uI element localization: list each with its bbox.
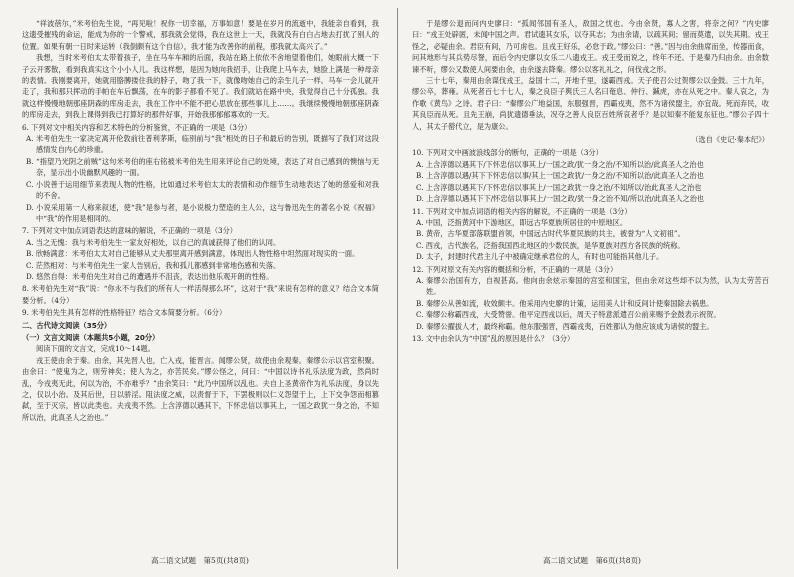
page-divider [397, 8, 398, 569]
classical-text-cont: 三十七年，秦用由余谋伐戎王，益国十二，开地千里，遂霸西戎。天子使召公过贺缪公以金鼓。三十九年，缪公卒，葬雍。从死者百七十七人，秦之良臣子舆氏三人名曰奄息、仲行、鍼虎，亦在从死之中。秦人哀之，为作歌《黄鸟》之诗。君子曰：“秦缪公广地益国，东服强晋，西霸戎夷，然不为诸侯盟主，亦宜哉。死而弃民，收其良臣而从死。且先王崩，尚犹遗德垂法，况夺之善人良臣百姓所哀者乎？是以知秦不能复东征也。”缪公子四十人，其太子罃代立，是为康公。 [412, 76, 769, 131]
question-11-option-a: A. 中国，泛指黄河中下游地区，即远古华夏族所居住的中原地区。 [416, 217, 628, 227]
left-column [22, 18, 379, 423]
question-6-option-c: C. 小说善于运用细节来表现人物的性格，比如通过米考伯太太的表情和动作细节生动地表达了她的慈爱和对我的不舍。 [26, 179, 379, 201]
section-title: 二、古代诗文阅读（35分） [22, 320, 112, 330]
question-11-option-d: D. 太子，封建时代君主儿子中被确定继承君位的人，有时也可能指其他儿子。 [416, 252, 664, 262]
question-10-option-b: B. 上含淳德以遇/其下下怀忠信以事/其上一国之政犹/一身之治/不知所以治/此真圣人之治也 [416, 171, 704, 181]
passage-paragraph: “祥波蓓尔，”米考伯先生说，“再见啦！祝你一切幸福，万事如意！要是在岁月的流逝中，我能亲自看到，我这遗受摧残的命运，能成为你的一个警戒，那我就会觉得，我在这世上一天，我就没有白白占地去打扰了别人的位置。如果有朝一日时来运转（我倒颇有这个自信），我才能为改善你的前程，那我就太高兴了。” [22, 19, 379, 51]
question-12-option-c: C. 秦缪公称霸西戎，大受赞誉。他平定西戎以后，周天子特意派遣召公前来赐予金鼓表示祝贺。 [416, 310, 721, 320]
question-13: 13. 文中由余认为“中国”乱的原因是什么？（3分） [412, 333, 575, 343]
question-11-option-c: C. 西戎，古代族名，泛指我国西北地区的少数民族，是华夏族对西方各民族的统称。 [416, 240, 685, 250]
subsection-title: （一）文言文阅读（本题共5小题，20分） [22, 332, 160, 342]
question-8: 8. 米考伯先生对“我”说：“你永不与我们的所有人一样活得那么坏”，这对于“我”来说有怎样的意义？结合文本简要分析。（4分） [22, 284, 379, 305]
question-12: 12. 下列对原文有关内容的概括和分析，不正确的一项是（3分） [412, 264, 618, 274]
question-10-option-a: A. 上含淳德以遇其下/下怀忠信以事其上/一国之政/犹一身之治/不知所以治/此真圣人之治也 [416, 159, 704, 169]
question-10: 10. 下列对文中画波浪线部分的断句，正确的一项是（3分） [412, 148, 603, 158]
question-10-option-d: D. 上含淳德以遇其下下/怀忠信以事其上/一国之政/犹一身之治不知/所以治/此真圣人之治也 [416, 194, 705, 204]
right-column [412, 18, 769, 344]
instruction: 阅读下面的文言文，完成10～14题。 [36, 344, 155, 354]
question-6-option-a: A. 米考伯先生一家决定离开伦敦前往普利茅斯，临别前与“我”相处的日子和最后的告别，既描写了我们对这段感情发自内心的珍重。 [26, 134, 379, 155]
question-7-option-c: C. 茫然相对：与米考伯先生一家人告别后，我和孤儿都感到非常地伤感和失落。 [26, 260, 281, 270]
question-7: 7. 下列对文中加点词语表达的意味的解说，不正确的一项是（3分） [22, 226, 237, 236]
question-7-option-b: B. 欣畅满意：米考伯太太对自己能够从丈夫那里离开感到满意，体现出人物性格中坦然面对现实的一面。 [26, 249, 360, 259]
question-6-option-d: D. 小说采用第一人称来叙述，使“我”是参与者，是小说极力塑造的主人公，这与鲁迅先生的著名小说《祝福》中“我”的作用是相同的。 [26, 202, 379, 223]
question-9: 9. 米考伯先生具有怎样的性格特征？结合文本简要分析。（6分） [22, 308, 227, 318]
page-footer-right: 高二语文试题 第6页(共8页) [543, 556, 641, 565]
question-6-option-b: B. “指望乃光阴之前贼”这句米考伯的座右铭被米考伯先生用来评论自己的处境，表达了对自己感到的懊恼与无奈，显示出小说幽默风趣的一面。 [26, 156, 379, 178]
classical-text: 戎王使由余于秦。由余，其先晋人也，亡入戎，能晋言。闻缪公贤，故使由余观秦。秦缪公示以宫室积聚。由余曰：“使鬼为之，则劳神矣；使人为之，亦苦民矣。”缪公怪之，问曰：“中国以诗书礼乐法度为政，然尚时乱，今戎夷无此，何以为治，不亦难乎？”由余笑曰：“此乃中国所以乱也。夫自上圣黄帝作为礼乐法度，身以先之，仅以小治。及其后世，日以骄淫。阻法度之威，以责督于下，下罢极则以仁义怨望于上，上下交争怨而相篡弑，至于灭宗，皆以此类也。夫戎夷不然。上含淳德以遇其下，下怀忠信以事其上，一国之政犹一身之治，不知所以治，此真圣人之治也。” [22, 355, 379, 422]
question-12-option-a: A. 秦缪公治国有方，自视甚高。他向由余炫示秦国的宫室和国宝，但由余对这些却不以为然，认为太劳苦百姓。 [416, 275, 769, 297]
question-11-option-b: B. 黄帝，古华夏部落联盟首领，中国远古时代华夏民族的共主，被誉为“人文初祖”。 [416, 229, 685, 239]
question-10-option-c: C. 上含淳德以遇其下/下怀忠信以事其上/一国之政犹一身之治/不知所以/治此真圣人之治也 [416, 182, 702, 192]
question-12-option-b: B. 秦缪公从善如流，收效颇丰。他采用内史廖的计策，运用美人计和反间计使秦国除去祸患。 [416, 298, 714, 308]
question-7-option-a: A. 当之无愧：我与米考伯先生一家友好相处，以自己的真诚获得了他们的认同。 [26, 237, 281, 247]
question-7-option-d: D. 悠然自得：米考伯先生对自己的遭遇并不沮丧，表达出他乐观开朗的性格。 [26, 271, 274, 281]
source-citation: （选自《史记·秦本纪》） [691, 135, 769, 145]
passage-paragraph: 我想，当时米考伯太太带着孩子，坐在马车车厢的后面，我站在路上依依不舍地望着他们，她眼前大概一下子云开雾散，看到我真实这个小小人儿。我这样想，是因为她向我招手，让我爬上马车去，她脸上满是一种母亲的表情。我刚要离开，她就用胳膊搂住我的脖子，吻了我一下，就像吻她自己的亲生儿子一样。马车一会儿就开走了，我和那只挥动的手帕在车后飘荡，在车的影子都看不见了。我们就站在路中央，我觉得自己十分孤独。我就这样慢慢地朝那座阴森的库房走去，我在工作中不能不把心思放在那些事儿上……。我继续慢慢地朝那座阴森的库房走去，到我上课得到我已打算好的那件好事，开始我那郁郁寡欢的一天。 [22, 53, 379, 120]
page-footer-left: 高二语文试题 第5页(共8页) [151, 556, 249, 565]
classical-text-cont: 于是缪公退而问内史廖曰：“孤闻邻国有圣人，敌国之忧也。今由余贤，寡人之害，将奈之何？”内史廖曰：“戎王处辟匿，未闻中国之声。君试遗其女乐，以夺其志；为由余请，以疏其间；留而莫遣，以失其期。戎王怪之，必疑由余。君臣有间，乃可虏也。且戎王好乐，必怠于政。”缪公曰：“善。”因与由余曲席而坐，传器而食，问其地形与其兵势尽詧，而后令内史廖以女乐二八遗戎王。戎王受而说之，终年不还。于是秦乃归由余。由余数谏不听，缪公又数使人间要由余，由余遂去降秦。缪公以客礼礼之，问伐戎之形。 [412, 19, 769, 74]
question-11: 11. 下列对文中加点词语的相关内容的解说，不正确的一项是（3分） [412, 206, 632, 216]
question-6: 6. 下列对文中相关内容和艺术特色的分析鉴赏，不正确的一项是（3分） [22, 122, 252, 132]
question-12-option-d: D. 秦缪公擢拔人才，最终称霸。他东服强晋，西霸戎夷，百姓都认为他应该成为诸侯的盟主。 [416, 321, 714, 331]
